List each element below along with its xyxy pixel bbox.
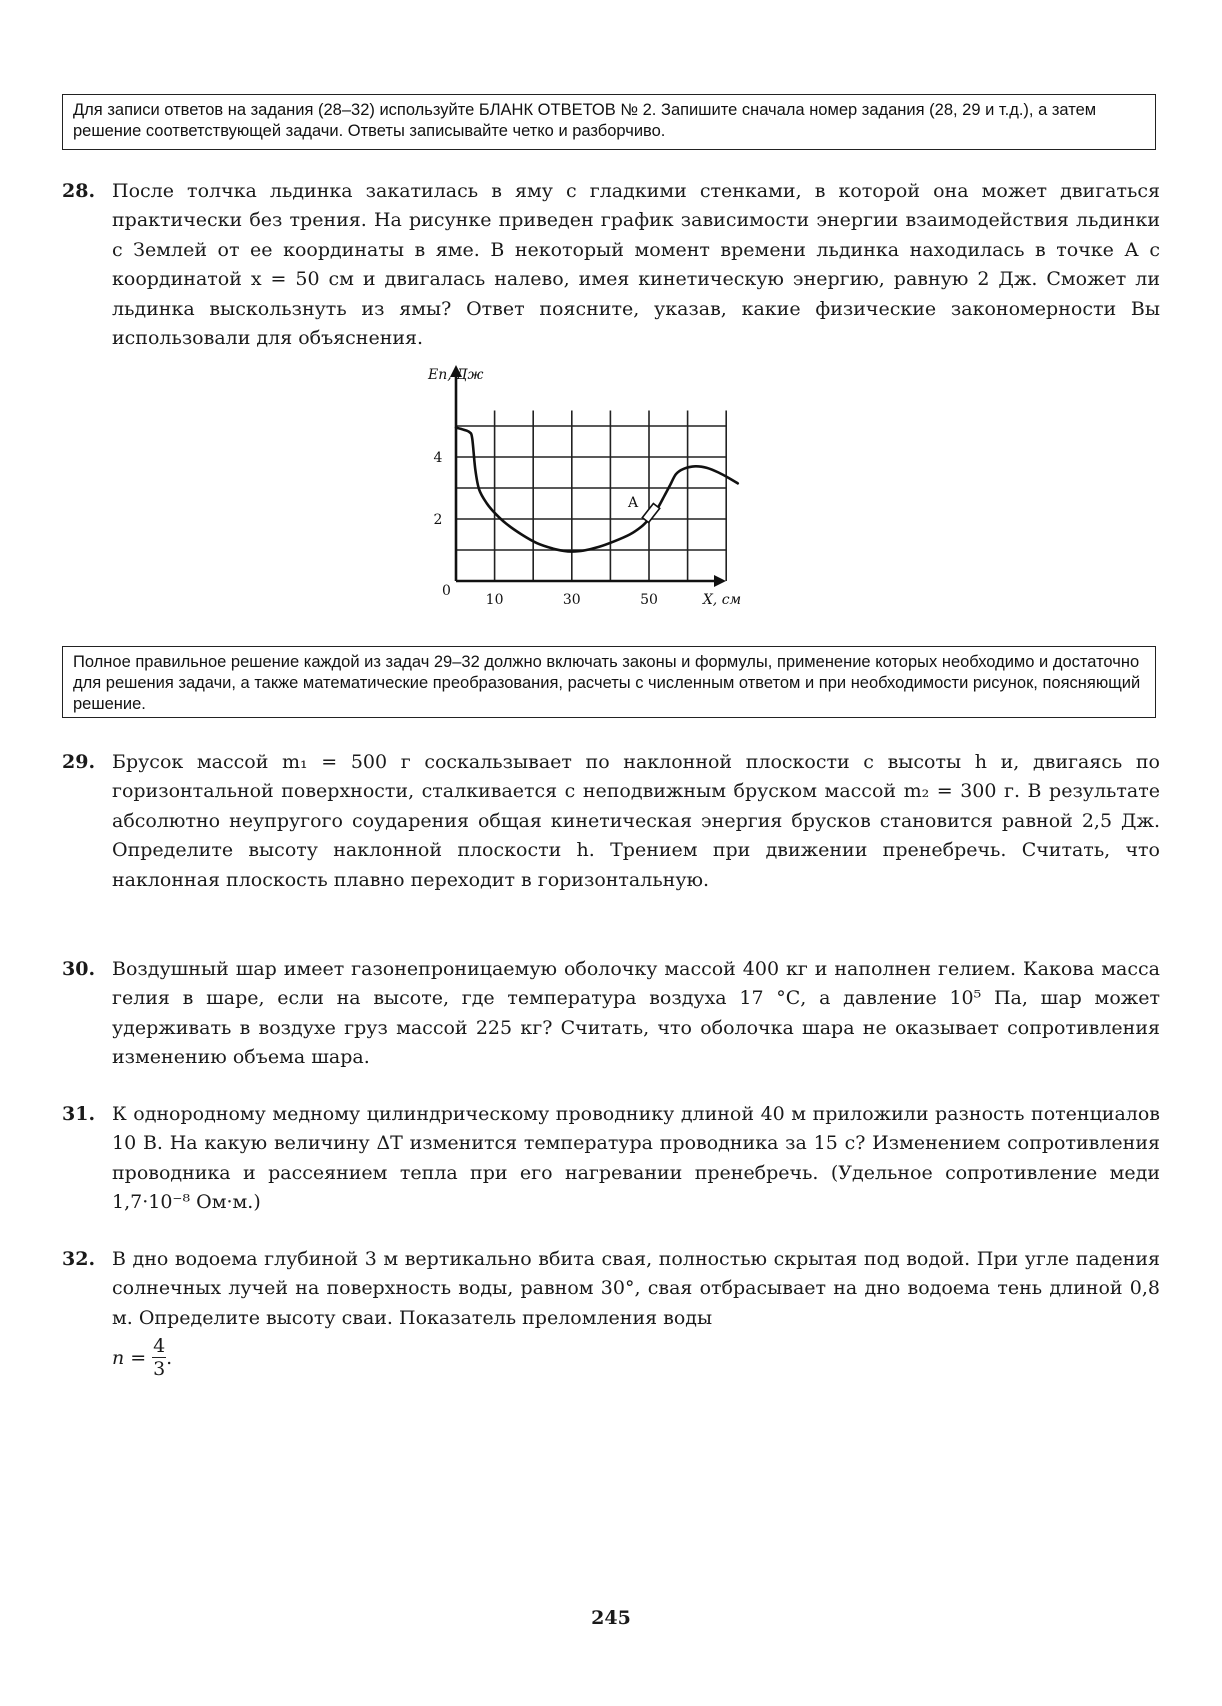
chart-ticks [434, 450, 658, 608]
x-tick-label: 50 [640, 592, 658, 608]
y-tick-label: 2 [433, 512, 443, 528]
chart-grid [456, 411, 726, 582]
answer-instructions-text: Для записи ответов на задания (28–32) используйте БЛАНК ОТВЕТОВ № 2. Запишите сначала номер задания (28, 29 и т.д.), а затем решение соответствующей задачи. Ответы записывайте четко и разборчиво. [73, 101, 1097, 140]
y-axis-label: Eп, Дж [428, 367, 484, 383]
x-tick-label: 30 [562, 592, 581, 608]
x-axis-arrow [714, 575, 726, 587]
task-number: 28. [62, 180, 96, 202]
refractive-index-formula [112, 1335, 172, 1380]
energy-curve [456, 428, 738, 552]
x-axis-label: X, см [702, 592, 742, 608]
formula-equals: = [130, 1346, 147, 1369]
formula-variable: n [112, 1346, 125, 1369]
task-number: 29. [62, 751, 96, 773]
fraction [152, 1335, 166, 1380]
solution-requirements-box [62, 646, 1156, 718]
task-text: Брусок массой m₁ = 500 г соскальзывает по наклонной плоскости с высоты h и, двигаясь по горизонтальной поверхности, сталкивается с неподвижным бруском массой m₂ = 300 г. В результате абсолютно неупругого соударения общая кинетическая энергия брусков становится равной 2,5 Дж. Определите высоту наклонной плоскости h. Трением при движении пренебречь. Считать, что наклонная плоскость плавно переходит в горизонтальную. [112, 751, 1160, 891]
task-30 [62, 955, 1160, 1073]
y-tick-label: 4 [433, 450, 443, 466]
fraction-numerator: 4 [153, 1335, 166, 1357]
fraction-denominator: 3 [153, 1358, 166, 1380]
origin-label: 0 [442, 583, 451, 599]
formula-period: . [166, 1346, 173, 1369]
task-number: 31. [62, 1103, 96, 1125]
energy-chart [400, 365, 800, 620]
task-31 [62, 1100, 1160, 1218]
task-number: 32. [62, 1248, 96, 1270]
point-a-label: А [627, 495, 639, 511]
solution-requirements-text: Полное правильное решение каждой из задач 29–32 должно включать законы и формулы, применение которых необходимо и достаточно для решения задачи, а также математические преобразования, расчеты с численным ответом и при необходимости рисунок, поясняющий решение. [73, 653, 1141, 713]
task-text: После толчка льдинка закатилась в яму с гладкими стенками, в которой она может двигаться практически без трения. На рисунке приведен график зависимости энергии взаимодействия льдинки с Землей от ее координаты в яме. В некоторый момент времени льдинка находилась в точке А с координатой x = 50 см и двигалась налево, имея кинетическую энергию, равную 2 Дж. Сможет ли льдинка выскользнуть из ямы? Ответ поясните, указав, какие физические закономерности Вы использовали для объяснения. [112, 180, 1160, 350]
task-28 [62, 177, 1160, 353]
answer-instructions-box [62, 94, 1156, 150]
task-32 [62, 1245, 1160, 1333]
page-number: 245 [591, 1607, 631, 1629]
task-text: В дно водоема глубиной 3 м вертикально вбита свая, полностью скрытая под водой. При угле падения солнечных лучей на поверхность воды, равном 30°, свая отбрасывает на дно водоема тень длиной 0,8 м. Определите высоту сваи. Показатель преломления воды [112, 1248, 1160, 1329]
task-number: 30. [62, 958, 96, 980]
x-tick-label: 10 [485, 592, 504, 608]
task-29 [62, 748, 1160, 895]
task-text: Воздушный шар имеет газонепроницаемую оболочку массой 400 кг и наполнен гелием. Какова масса гелия в шаре, если на высоте, где температура воздуха 17 °С, а давление 10⁵ Па, шар может удерживать в воздухе груз массой 225 кг? Считать, что оболочка шара не оказывает сопротивления изменению объема шара. [112, 958, 1160, 1069]
task-text: К однородному медному цилиндрическому проводнику длиной 40 м приложили разность потенциалов 10 В. На какую величину ΔT изменится температура проводника за 15 с? Изменением сопротивления проводника и рассеянием тепла при его нагревании пренебречь. (Удельное сопротивление меди 1,7·10⁻⁸ Ом·м.) [112, 1103, 1160, 1214]
chart-axes [450, 365, 726, 587]
